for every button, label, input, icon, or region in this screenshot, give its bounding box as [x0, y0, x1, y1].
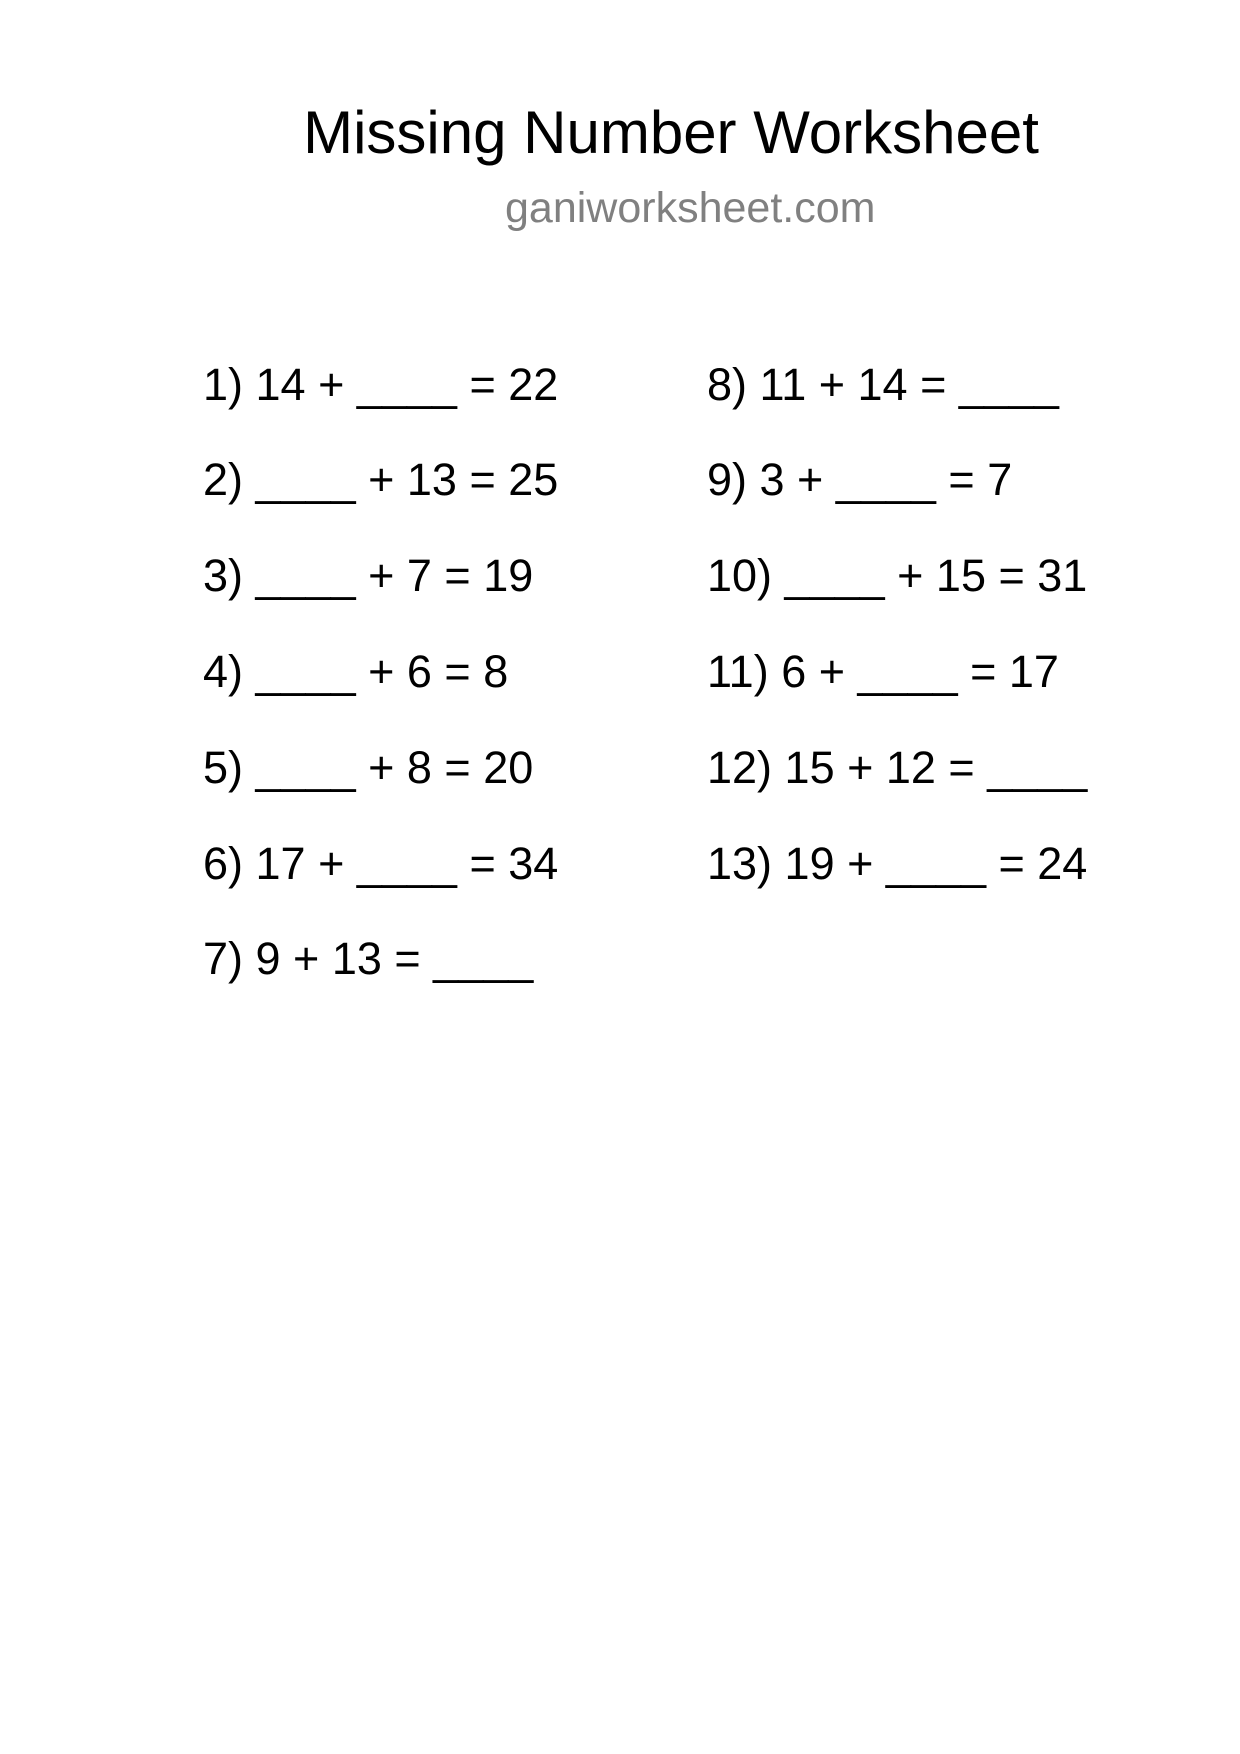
problem-12: 12) 15 + 12 = ____: [707, 742, 1088, 793]
problem-6: 6) 17 + ____ = 34: [203, 838, 559, 889]
problem-4: 4) ____ + 6 = 8: [203, 646, 509, 697]
problem-10: 10) ____ + 15 = 31: [707, 550, 1088, 601]
problem-2: 2) ____ + 13 = 25: [203, 454, 559, 505]
problem-11: 11) 6 + ____ = 17: [707, 646, 1059, 697]
worksheet-title: Missing Number Worksheet: [303, 99, 1039, 166]
problem-8: 8) 11 + 14 = ____: [707, 359, 1059, 410]
problem-5: 5) ____ + 8 = 20: [203, 742, 534, 793]
problem-1: 1) 14 + ____ = 22: [203, 359, 559, 410]
website-subtitle: ganiworksheet.com: [505, 184, 876, 232]
problem-3: 3) ____ + 7 = 19: [203, 550, 534, 601]
problem-13: 13) 19 + ____ = 24: [707, 838, 1088, 889]
problem-7: 7) 9 + 13 = ____: [203, 933, 534, 984]
problem-9: 9) 3 + ____ = 7: [707, 454, 1013, 505]
